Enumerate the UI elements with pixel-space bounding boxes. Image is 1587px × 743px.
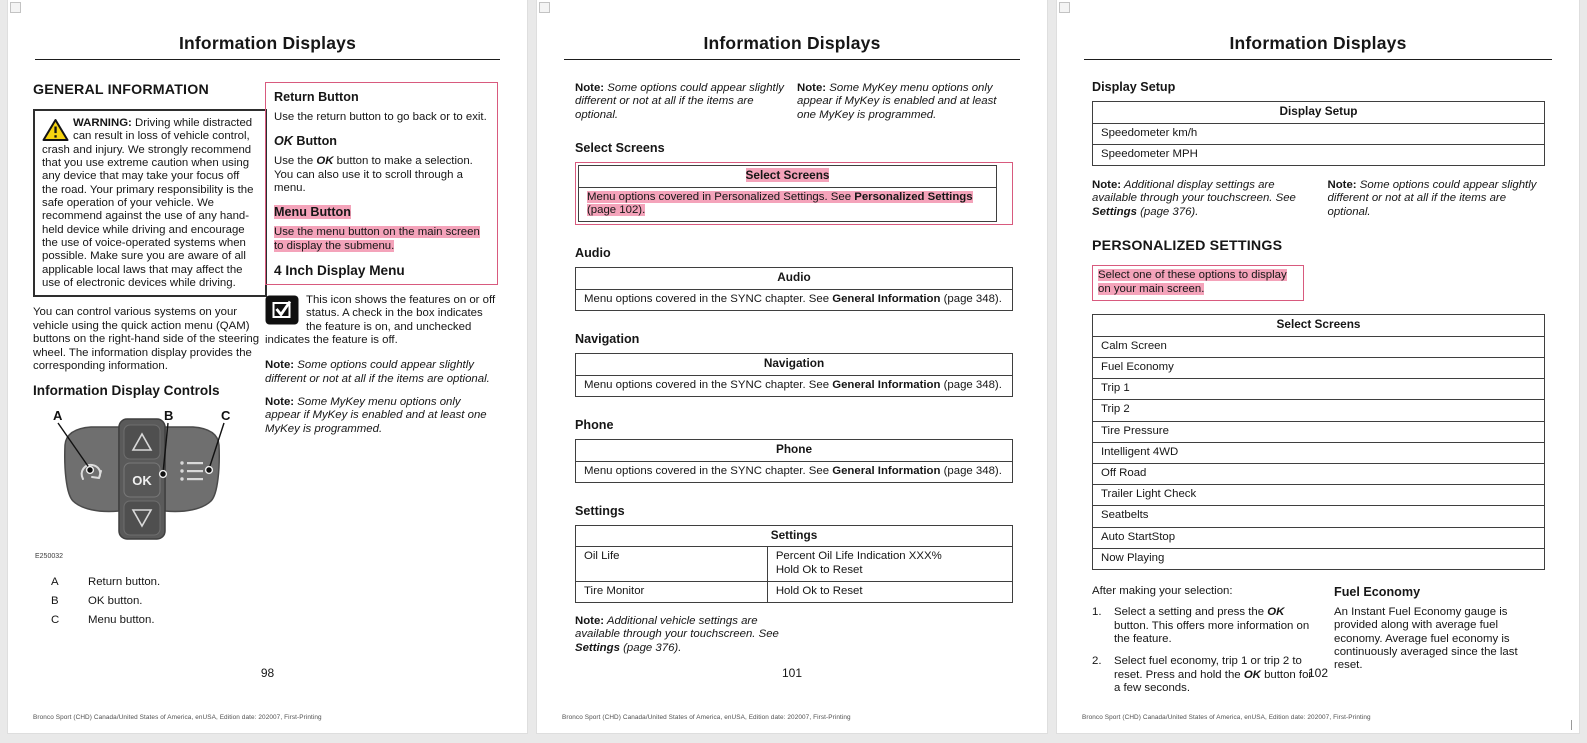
crop-mark — [10, 2, 21, 13]
legend-key: C — [51, 614, 60, 627]
navigation-table — [575, 353, 1013, 397]
selection-columns — [1092, 585, 1545, 704]
table-header — [579, 166, 996, 188]
legend-label: Return button. — [88, 576, 161, 589]
navigation-section — [575, 332, 1013, 397]
note-text-pre: Additional vehicle settings are available through your touchscreen. See — [575, 615, 779, 641]
intro-paragraph: You can control various systems on your vehicle using the quick action menu (QAM) buttons on the right-hand side of the steering wheel. The information display provides the corresponding information. — [33, 306, 260, 372]
table-row: Fuel Economy — [1093, 358, 1544, 379]
table-row — [576, 462, 1012, 482]
settings-heading: Settings — [575, 503, 625, 518]
table-row: Trailer Light Check — [1093, 485, 1544, 506]
list-number: 1. — [1092, 606, 1102, 619]
highlight-callout-text: Select one of these options to display on your main screen. — [1098, 269, 1287, 296]
title-rule — [564, 59, 1020, 60]
row-text-bold: Personalized Settings — [854, 190, 973, 203]
selection-steps — [1092, 585, 1320, 704]
note-label: Note: — [575, 82, 605, 94]
table-header: Select Screens — [1093, 315, 1544, 337]
manual-page-101 — [537, 0, 1047, 733]
table-row: Trip 1 — [1093, 379, 1544, 400]
figure-code: E250032 — [35, 553, 64, 561]
note — [1092, 179, 1310, 219]
ok-button-text — [274, 155, 489, 195]
legend-item — [51, 595, 267, 607]
highlight-callout-box — [1092, 265, 1304, 301]
setting-value — [768, 547, 1012, 580]
left-column — [33, 76, 267, 633]
menu-button-heading — [274, 205, 489, 219]
settings-table — [575, 525, 1013, 603]
checkbox-status-text: This icon shows the features on or off status. A check in the box indicates the feature is on, and unchecked indicates the feature is off. — [265, 294, 496, 347]
row-text-post: (page 348). — [940, 464, 1002, 477]
phone-heading: Phone — [575, 417, 614, 432]
ordered-list-item — [1092, 606, 1320, 646]
warning-box — [33, 109, 267, 297]
up-button — [124, 425, 160, 459]
note-text: Some options could appear slightly different or not at all if the items are optional. — [575, 82, 784, 121]
page-footer: Bronco Sport (CHD) Canada/United States of America, enUSA, Edition date: 202007, First-Printing — [1082, 714, 1371, 721]
note-text-bold: Settings — [575, 641, 620, 654]
table-row: Now Playing — [1101, 551, 1165, 564]
menu-button-text — [274, 226, 489, 253]
select-screens-table — [1092, 314, 1545, 570]
warning-triangle-icon — [42, 118, 69, 142]
select-screens-section — [575, 141, 1013, 225]
table-row — [576, 582, 1012, 602]
note-label: Note: — [265, 396, 295, 409]
page-footer: Bronco Sport (CHD) Canada/United States of America, enUSA, Edition date: 202007, First-Printing — [33, 714, 322, 721]
notes-row — [1092, 179, 1545, 219]
annotation-box — [265, 82, 498, 285]
page-number: 101 — [781, 666, 803, 680]
row-text-pre: Menu options covered in the SYNC chapter. See — [584, 292, 833, 305]
row-text-pre: Menu options covered in the SYNC chapter. See — [584, 378, 833, 391]
button-pad — [65, 419, 219, 539]
ok-button-label: OK — [132, 473, 152, 489]
audio-heading: Audio — [575, 246, 611, 261]
checkbox-checked-icon — [265, 295, 299, 325]
note-label: Note: — [1327, 179, 1357, 192]
steering-wheel-controls-figure — [33, 405, 267, 551]
row-text-post: (page 348). — [940, 292, 1002, 305]
list-text-bold: OK — [1267, 606, 1285, 619]
page-title: Information Displays — [1229, 33, 1407, 53]
note — [797, 82, 1013, 122]
callout-b-label: B — [164, 408, 174, 424]
display-setup-section — [1092, 80, 1545, 166]
note-text-pre: Additional display settings are available through your touchscreen. See — [1092, 179, 1296, 205]
page-content — [575, 80, 1013, 665]
menu-heading-highlight: Menu Button — [274, 205, 351, 220]
note — [1328, 179, 1546, 219]
note-text-bold: Settings — [1092, 205, 1137, 218]
row-text-post: (page 348). — [940, 378, 1002, 391]
down-button — [124, 501, 160, 535]
page-number: 102 — [1307, 666, 1329, 680]
note — [575, 82, 791, 122]
crop-mark — [1059, 2, 1070, 13]
navigation-heading: Navigation — [575, 332, 640, 347]
fuel-economy-section — [1334, 585, 1545, 704]
controls-heading: Information Display Controls — [33, 383, 220, 399]
note-label: Note: — [1092, 179, 1122, 192]
phone-section — [575, 418, 1013, 483]
selection-intro: After making your selection: — [1092, 585, 1233, 598]
table-row — [576, 376, 1012, 396]
setting-value — [768, 582, 1012, 602]
setting-value-line: Hold Ok to Reset — [775, 584, 863, 597]
legend-label: Menu button. — [88, 614, 155, 627]
personalized-settings-heading: PERSONALIZED SETTINGS — [1092, 238, 1283, 255]
audio-table — [575, 267, 1013, 311]
list-text — [1114, 606, 1320, 646]
phone-table — [575, 439, 1013, 483]
note-text-post: (page 376). — [1136, 205, 1199, 218]
table-row — [576, 547, 1012, 581]
annotation-box — [575, 162, 1013, 225]
ok-text-post: button to make a selection. You can also use it to scroll through a menu. — [274, 155, 473, 195]
row-text-pre: Menu options covered in the SYNC chapter. See — [584, 464, 833, 477]
table-row: Speedometer MPH — [1101, 147, 1198, 160]
fuel-economy-heading: Fuel Economy — [1334, 585, 1421, 600]
note — [265, 359, 498, 386]
ok-heading-em: OK — [274, 134, 293, 149]
warning-label: WARNING: — [73, 117, 132, 129]
manual-page-102 — [1057, 0, 1579, 733]
settings-section — [575, 504, 1013, 603]
setting-name: Oil Life — [576, 547, 768, 580]
select-screens-heading: Select Screens — [575, 141, 665, 156]
legend-key: A — [51, 576, 59, 589]
return-button-text: Use the return button to go back or to exit. — [274, 111, 487, 123]
page-number: 98 — [260, 666, 275, 680]
note-text: Some MyKey menu options only appear if MyKey is enabled and at least one MyKey is programmed. — [265, 396, 487, 435]
note-label: Note: — [265, 359, 295, 372]
setting-value-line: Percent Oil Life Indication XXX% — [775, 550, 942, 563]
row-text-bold: General Information — [832, 378, 941, 391]
table-row: Seatbelts — [1093, 506, 1544, 527]
ok-button — [124, 463, 160, 497]
ok-button-heading — [274, 134, 489, 148]
page-title: Information Displays — [703, 33, 881, 53]
table-row: Auto StartStop — [1093, 528, 1544, 549]
note-text: Some MyKey menu options only appear if MyKey is enabled and at least one MyKey is programmed. — [797, 82, 997, 121]
title-rule — [1084, 59, 1552, 60]
note-text-post: (page 376). — [619, 641, 682, 654]
table-row: Speedometer km/h — [1093, 124, 1544, 145]
notes-row — [575, 82, 1013, 122]
right-column — [265, 76, 498, 446]
setting-value-line: Hold Ok to Reset — [775, 563, 863, 576]
callout-c-label: C — [221, 408, 231, 424]
table-row: Off Road — [1093, 464, 1544, 485]
table-row: Calm Screen — [1093, 337, 1544, 358]
row-text-pre: Menu options covered in Personalized Settings. See — [587, 190, 855, 203]
fuel-economy-text: An Instant Fuel Economy gauge is provided along with average fuel economy. Average fuel economy is continuously averaged since the last reset. — [1334, 606, 1518, 672]
list-text-pre: Select a setting and press the — [1114, 606, 1268, 619]
legend-key: B — [51, 595, 59, 608]
list-text-pre: Select fuel economy, trip 1 or trip 2 to reset. Press and hold the — [1114, 655, 1302, 681]
list-text-post: button for a few seconds. — [1114, 668, 1313, 695]
row-text-bold: General Information — [832, 464, 941, 477]
page-content — [1092, 80, 1545, 704]
table-row: Intelligent 4WD — [1093, 443, 1544, 464]
legend-label: OK button. — [88, 595, 143, 608]
list-text-bold: OK — [1243, 668, 1261, 681]
crop-mark — [1571, 720, 1572, 730]
note-text: Some options could appear slightly different or not at all if the items are optional. — [265, 359, 490, 385]
ok-text-pre: Use the — [274, 155, 317, 168]
row-text-bold: General Information — [832, 292, 941, 305]
crop-mark — [539, 2, 550, 13]
table-header: Navigation — [576, 354, 1012, 376]
table-row: Tire Pressure — [1093, 422, 1544, 443]
table-row: Trip 2 — [1093, 400, 1544, 421]
warning-text: Driving while distracted can result in loss of vehicle control, crash and injury. We strongly recommend that you use extreme caution when using any device that may take your focus off the road. Your primary responsibility is the safe operation of your vehicle. We recommend against the use of any hand-held device while driving and encourage the use of voice-operated systems when possible. Make sure you are aware of all applicable local laws that may affect the use of electronic devices while driving. — [42, 117, 254, 290]
ok-text-em: OK — [316, 155, 334, 168]
table-header: Audio — [576, 268, 1012, 290]
return-button-heading: Return Button — [274, 90, 359, 104]
page-title: Information Displays — [178, 33, 357, 53]
page-footer: Bronco Sport (CHD) Canada/United States of America, enUSA, Edition date: 202007, First-Printing — [562, 714, 851, 721]
ok-heading-rest: Button — [292, 134, 337, 149]
table-header: Display Setup — [1093, 102, 1544, 124]
general-information-heading: GENERAL INFORMATION — [33, 82, 209, 98]
note-label: Note: — [575, 615, 605, 628]
table-header: Phone — [576, 440, 1012, 462]
table-row — [576, 290, 1012, 310]
title-rule — [35, 59, 500, 60]
setting-name: Tire Monitor — [576, 582, 768, 602]
manual-page-98 — [8, 0, 527, 733]
checkbox-status-block — [265, 294, 498, 347]
display-setup-heading: Display Setup — [1092, 80, 1176, 94]
legend-item — [51, 614, 267, 626]
list-number: 2. — [1092, 655, 1102, 668]
list-text-post: button. This offers more information on the feature. — [1114, 619, 1310, 646]
table-header-text: Select Screens — [745, 168, 830, 183]
note-text: Some options could appear slightly different or not at all if the items are optional. — [1327, 179, 1537, 218]
select-screens-table — [578, 165, 997, 222]
table-row — [579, 188, 996, 221]
legend-item — [51, 576, 267, 588]
note — [265, 396, 498, 436]
audio-section — [575, 246, 1013, 311]
table-header: Settings — [576, 526, 1012, 548]
note-label: Note: — [797, 82, 827, 94]
note — [575, 615, 797, 655]
callout-a-label: A — [53, 408, 63, 424]
row-text-post: (page 102). — [587, 203, 646, 216]
display-menu-heading: 4 Inch Display Menu — [274, 263, 405, 279]
display-setup-table — [1092, 101, 1545, 166]
menu-text-highlight: Use the menu button on the main screen to display the submenu. — [274, 226, 480, 252]
